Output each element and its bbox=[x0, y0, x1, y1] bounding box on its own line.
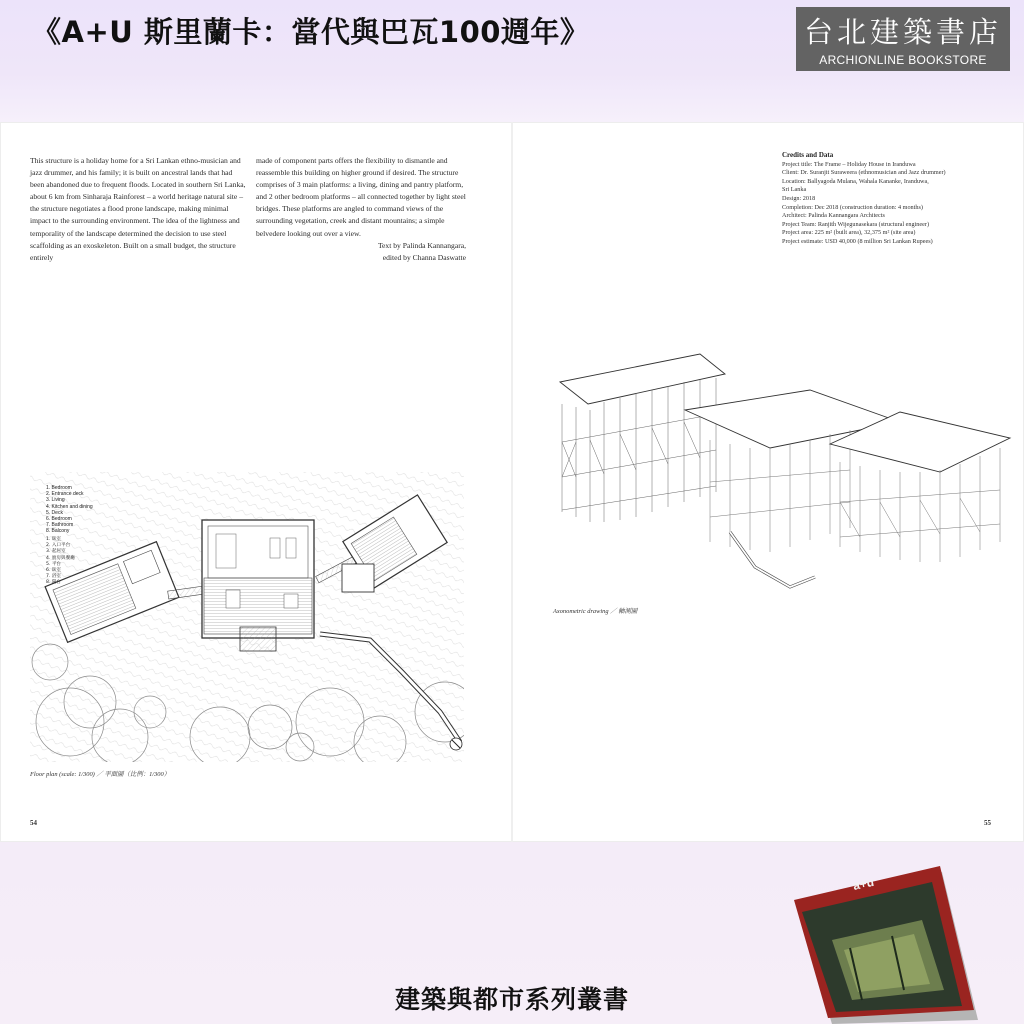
legend-item: 7. 浴室 bbox=[46, 574, 62, 580]
credits-line: Architect: Palinda Kannangara Architects bbox=[782, 212, 885, 220]
legend-item: 4. Kitchen and dining bbox=[46, 503, 93, 510]
body-text-column-1: This structure is a holiday home for a Sri Lankan ethno-musician and jazz drummer, and his family; it is built on ancestral lands that had been abandoned due to frequent floods. Located in southern Sri Lanka, about 6 km from Sinharaja Rainforest – a world heritage natural site – the structure negotiates a flood prone landscape, making minimal impact to the surrounding environment. The idea of the lightness and temporality of the landscape determined the decision to use steel scaffolding as an exoskeleton. Built on a small budget, the structure entirely bbox=[30, 156, 246, 262]
body-text-column-2-text: made of component parts offers the flexibility to dismantle and reassemble this building on higher ground if desired. The structure comprises of 3 main platforms: a living, dining and pantry platform, and 2 other bedroom platforms – all connected together by light steel bridges. These platforms are angled to command views of the surrounding vegetation, creek and distant mountains; a simple belvedere looking out over a view. bbox=[256, 156, 466, 238]
plan-legend-zh bbox=[46, 537, 75, 587]
text-credit-author: Text by Palinda Kannangara, bbox=[377, 240, 466, 250]
store-logo[interactable] bbox=[796, 7, 1010, 71]
book-title: 《A+U 斯里蘭卡：當代與巴瓦100週年》 bbox=[32, 15, 590, 49]
store-name-zh: 台北建築書店 bbox=[803, 15, 1002, 49]
credits-line: Project estimate: USD 40,000 (8 million Sri Lankan Rupees) bbox=[782, 237, 933, 245]
page-number-left: 54 bbox=[30, 819, 37, 827]
credits-title: Credits and Data bbox=[782, 151, 834, 159]
legend-item: 2. 入口平台 bbox=[46, 543, 71, 549]
legend-item: 3. 起居室 bbox=[46, 549, 66, 555]
legend-item: 6. 臥室 bbox=[46, 568, 62, 574]
body-text-column-2 bbox=[256, 155, 466, 264]
credits-line: Project area: 225 m² (built area), 32,375 m² (site area) bbox=[782, 229, 916, 237]
credits-line: Sri Lanka bbox=[782, 186, 807, 194]
legend-item: 2. Entrance deck bbox=[46, 491, 84, 498]
axonometric-drawing bbox=[540, 352, 1020, 602]
floor-plan-caption: Floor plan (scale: 1/300) ／ 平面圖（比例：1/300） bbox=[30, 771, 171, 778]
legend-item: 1. 臥室 bbox=[46, 537, 62, 542]
legend-item: 7. Bathroom bbox=[46, 522, 74, 529]
credits-line: Project title: The Frame – Holiday House in Iranduwa bbox=[782, 160, 916, 168]
spine-gutter bbox=[511, 122, 513, 842]
legend-item: 6. Bedroom bbox=[46, 516, 72, 523]
credits-line: Completion: Dec 2018 (construction duration: 4 months) bbox=[782, 203, 923, 211]
series-title: 建築與都市系列叢書 bbox=[394, 985, 629, 1014]
floor-plan-drawing bbox=[30, 472, 464, 762]
credits-line: Design: 2018 bbox=[782, 194, 816, 202]
store-name-en: ARCHIONLINE BOOKSTORE bbox=[819, 53, 987, 67]
book-spread-image bbox=[0, 122, 1024, 842]
page-number-right: 55 bbox=[984, 819, 991, 827]
plan-legend-en bbox=[46, 485, 93, 535]
book-cover-label: a+u bbox=[851, 874, 876, 893]
text-credit-editor: edited by Channa Daswatte bbox=[382, 252, 466, 262]
legend-item: 8. 陽台 bbox=[46, 580, 62, 586]
axonometric-caption: Axonometric drawing ／ 軸測圖 bbox=[553, 608, 638, 615]
legend-item: 3. Living bbox=[46, 497, 65, 504]
legend-item: 1. Bedroom bbox=[46, 485, 72, 491]
legend-item: 5. 平台 bbox=[46, 561, 62, 567]
credits-line: Client: Dr. Suranjit Suraweera (ethnomusician and Jazz drummer) bbox=[782, 169, 946, 177]
credits-line: Project Team: Ranjith Wijegunasekara (structural engineer) bbox=[782, 220, 930, 228]
legend-item: 5. Deck bbox=[46, 509, 63, 516]
credits-and-data bbox=[782, 151, 1002, 247]
legend-item: 4. 廚房與餐廳 bbox=[46, 555, 75, 561]
credits-line: Location: Ballyagoda Mulana, Wahala Kananke, Iranduwa, bbox=[782, 177, 929, 185]
legend-item: 8. Balcony bbox=[46, 528, 70, 535]
